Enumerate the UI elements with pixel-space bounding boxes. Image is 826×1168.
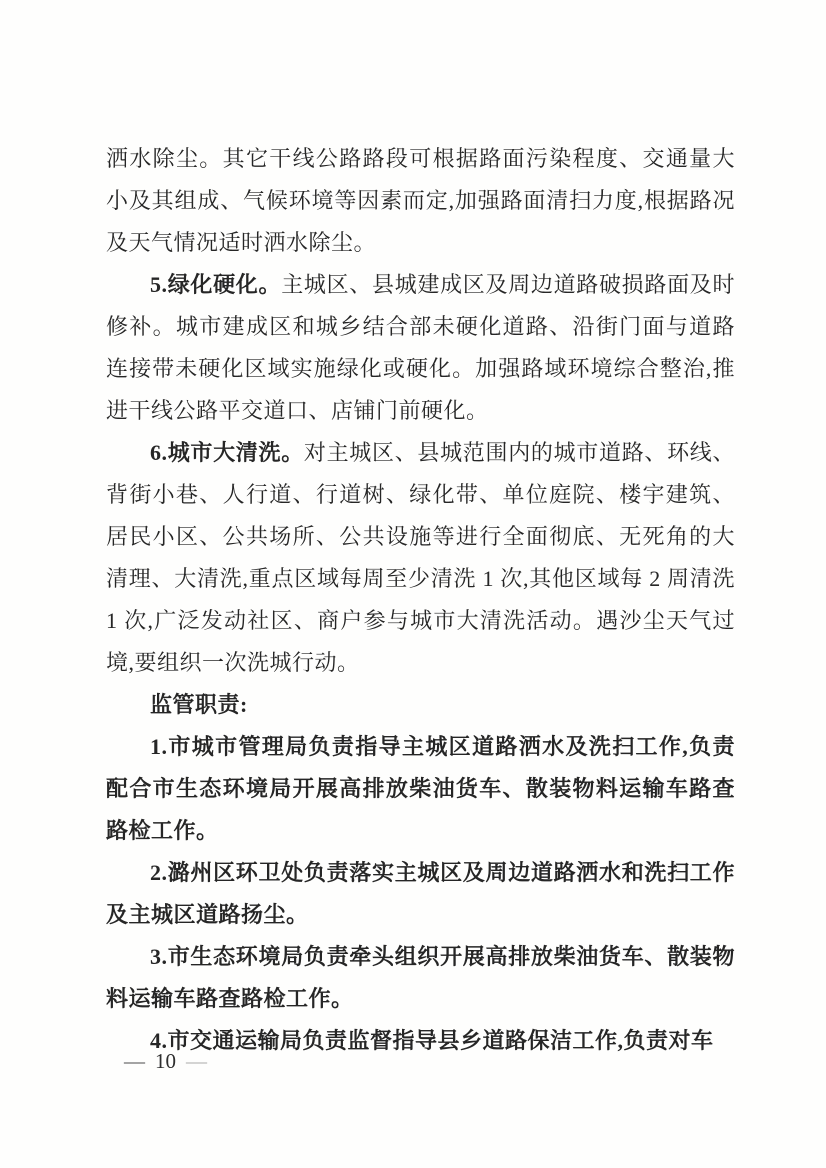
para-heading-supervision-duties	[106, 684, 735, 726]
bold-text-run: 监管职责:	[150, 692, 248, 717]
text-run: 洒水除尘。其它干线公路路段可根据路面污染程度、交通量大小及其组成、气候环境等因素而定,加强路面清扫力度,根据路况及天气情况适时洒水除尘。	[106, 146, 735, 255]
text-run: 主城区、县城建成区及周边道路破损路面及时修补。城市建成区和城乡结合部未硬化道路、沿街门面与道路连接带未硬化区域实施绿化或硬化。加强路域环境综合整治,推进干线公路平交道口、店铺门前硬化。	[106, 272, 735, 423]
document-body	[106, 138, 735, 1062]
bold-text-run: 6.城市大清洗。	[150, 440, 304, 465]
bold-text-run: 1.市城市管理局负责指导主城区道路洒水及洗扫工作,负责配合市生态环境局开展高排放柴油货车、散装物料运输车路查路检工作。	[106, 734, 735, 843]
bold-text-run: 5.绿化硬化。	[150, 272, 282, 297]
footer-dash-right: —	[186, 1049, 207, 1073]
bold-text-run: 2.潞州区环卫处负责落实主城区及周边道路洒水和洗扫工作及主城区道路扬尘。	[106, 860, 735, 927]
para-continuation	[106, 138, 735, 264]
para-duty-3	[106, 936, 735, 1020]
para-item-5-greening-hardening	[106, 264, 735, 432]
para-duty-2	[106, 852, 735, 936]
para-duty-1	[106, 726, 735, 852]
bold-text-run: 3.市生态环境局负责牵头组织开展高排放柴油货车、散装物料运输车路查路检工作。	[106, 944, 735, 1011]
footer-dash-left: —	[124, 1049, 145, 1073]
bold-text-run: 4.市交通运输局负责监督指导县乡道路保洁工作,负责对车	[150, 1028, 714, 1053]
para-item-6-city-cleaning	[106, 432, 735, 684]
page-number: 10	[155, 1049, 176, 1073]
text-run: 对主城区、县城范围内的城市道路、环线、背街小巷、人行道、行道树、绿化带、单位庭院、楼宇建筑、居民小区、公共场所、公共设施等进行全面彻底、无死角的大清理、大清洗,重点区域每周至少清洗 1 次,其他区域每 2 周清洗 1 次,广泛发动社区、商户参与城市大清洗活动。遇沙尘天气过境,要组织一次洗城行动。	[106, 440, 735, 675]
page-footer	[124, 1048, 207, 1074]
